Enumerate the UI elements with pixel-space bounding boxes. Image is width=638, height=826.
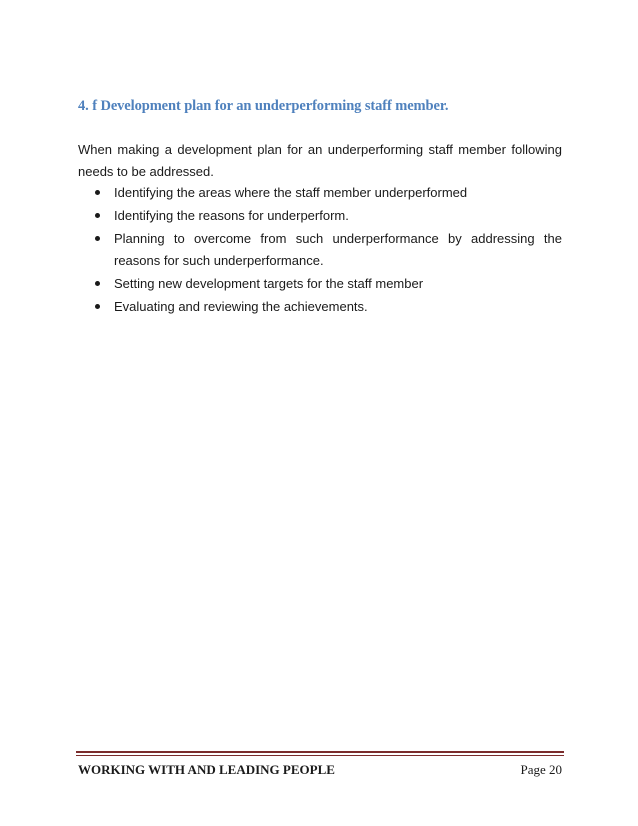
section-heading: 4. f Development plan for an underperforming staff member. [78,98,449,114]
list-item-text: Identifying the reasons for underperform. [114,208,349,223]
bullet-icon [95,304,100,309]
list-item-text: Planning to overcome from such underperformance by addressing the reasons for such underperformance. [114,231,562,268]
footer-title: WORKING WITH AND LEADING PEOPLE [78,762,335,777]
bullet-icon [95,213,100,218]
bullet-list [78,182,562,319]
list-item [78,228,562,271]
list-item [78,205,562,227]
page-number: Page 20 [520,762,562,777]
footer-divider [76,751,564,756]
bullet-icon [95,281,100,286]
bullet-icon [95,236,100,241]
intro-paragraph: When making a development plan for an underperforming staff member following needs to be addressed. [78,142,562,179]
list-item-text: Setting new development targets for the staff member [114,275,424,291]
list-item-text: Evaluating and reviewing the achievements. [114,298,368,314]
list-item [78,182,562,204]
list-item [78,296,562,318]
list-item-text: Identifying the areas where the staff member underperformed [114,185,468,200]
bullet-icon [95,190,100,195]
list-item [78,273,562,295]
